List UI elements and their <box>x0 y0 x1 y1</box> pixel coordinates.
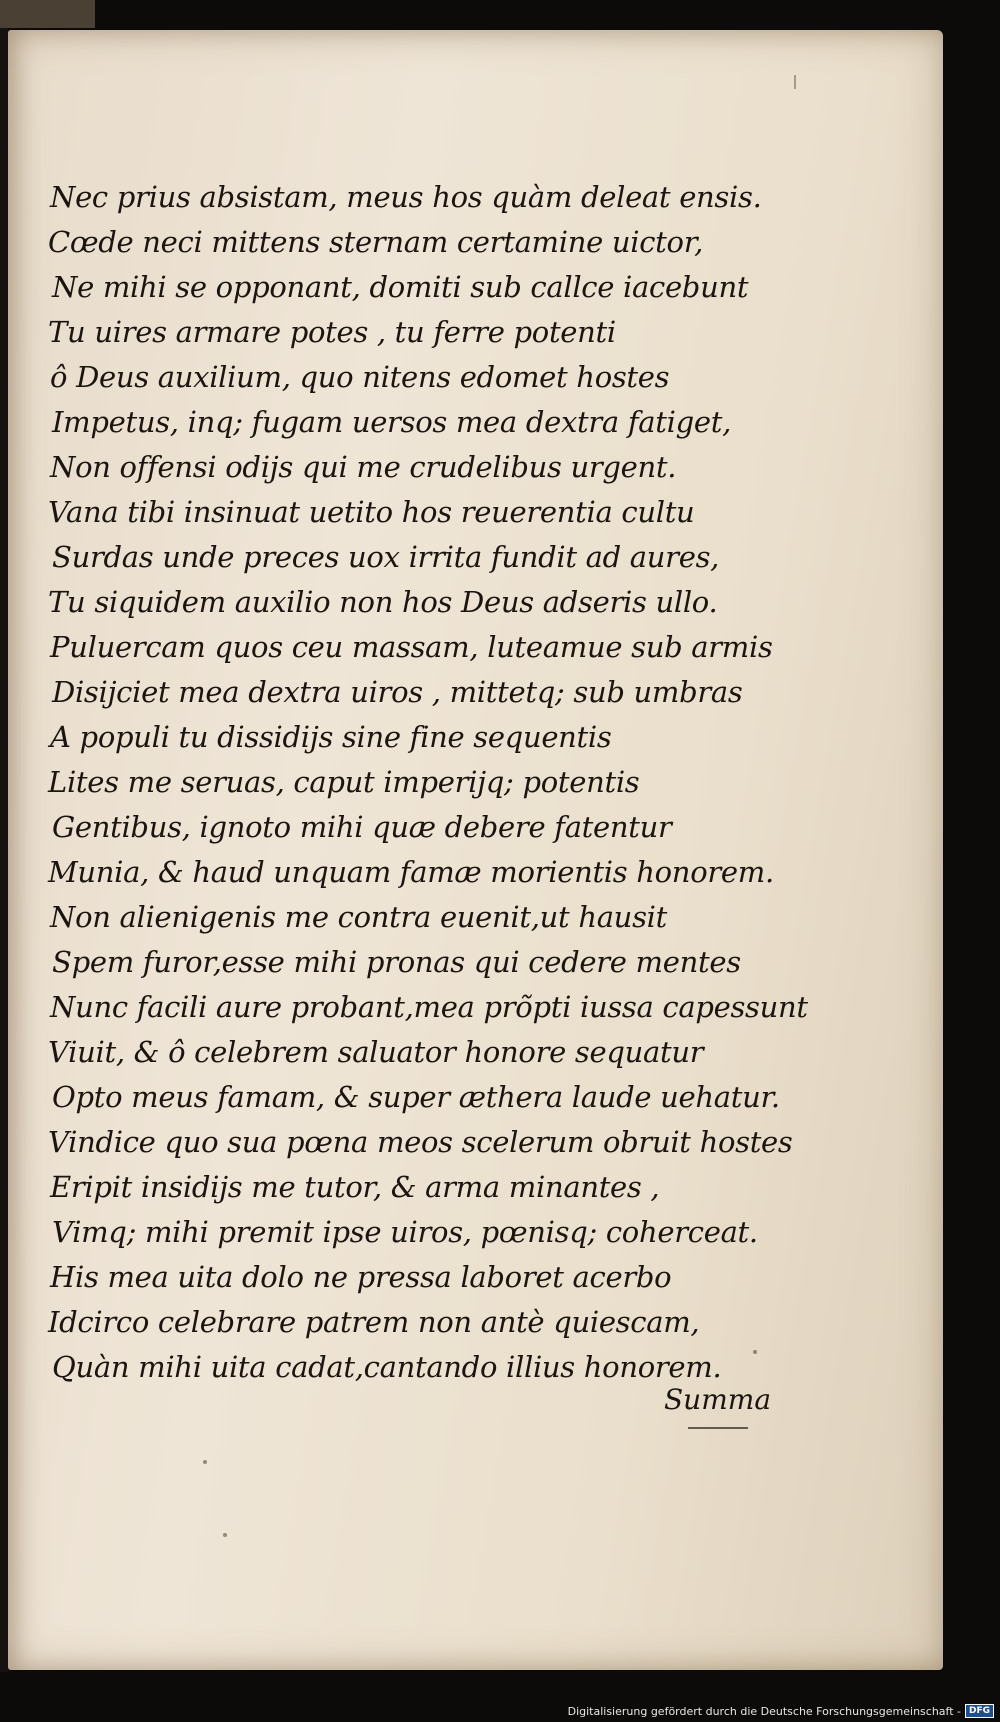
verse-line: Tu siquidem auxilio non hos Deus adseris ullo. <box>48 585 718 619</box>
verse-line: Viuit, & ô celebrem saluator honore sequatur <box>48 1035 704 1069</box>
catchword: Summa <box>664 1383 772 1416</box>
verse-line: ô Deus auxilium, quo nitens edomet hostes <box>50 360 670 394</box>
verse-line: Vana tibi insinuat uetito hos reuerentia cultu <box>48 495 695 529</box>
book-page <box>8 30 943 1670</box>
scan-left-shadow <box>0 0 8 1722</box>
scan-top-edge <box>0 0 95 28</box>
verse-line: Idcirco celebrare patrem non antè quiescam, <box>48 1305 700 1339</box>
verse-line: Non offensi odijs qui me crudelibus urgent. <box>50 450 677 484</box>
verse-line: Eripit insidijs me tutor, & arma minantes , <box>50 1170 660 1204</box>
verse-line: Disijciet mea dextra uiros , mittetq; sub umbras <box>52 675 743 709</box>
verse-line: Vimq; mihi premit ipse uiros, pœnisq; coherceat. <box>52 1215 758 1249</box>
dfg-logo-icon: DFG <box>965 1704 994 1718</box>
verse-line: Puluercam quos ceu massam, luteamue sub armis <box>50 630 773 664</box>
verse-line: Surdas unde preces uox irrita fundit ad aures, <box>52 540 720 574</box>
digitization-credit <box>568 1704 994 1718</box>
credit-text: Digitalisierung gefördert durch die Deutsche Forschungsgemeinschaft - <box>567 1704 961 1718</box>
verse-line: Spem furor,esse mihi pronas qui cedere mentes <box>52 945 741 979</box>
verse-line: Nunc facili aure probant,mea prõpti iussa capessunt <box>50 990 808 1024</box>
paper-speck <box>223 1533 227 1537</box>
paper-speck <box>753 1350 757 1354</box>
page-mark <box>794 75 796 89</box>
verse-line: Vindice quo sua pœna meos scelerum obruit hostes <box>48 1125 793 1159</box>
verse-line: Cœde neci mittens sternam certamine uictor, <box>48 225 703 259</box>
verse-line: His mea uita dolo ne pressa laboret acerbo <box>50 1260 672 1294</box>
verse-line: Nec prius absistam, meus hos quàm deleat ensis. <box>50 180 762 214</box>
catchword-underline <box>688 1427 748 1429</box>
verse-line: Non alienigenis me contra euenit,ut hausit <box>50 900 667 934</box>
paper-speck <box>203 1460 207 1464</box>
verse-line: Ne mihi se opponant, domiti sub callce iacebunt <box>52 270 749 304</box>
verse-line: Impetus, inq; fugam uersos mea dextra fatiget, <box>52 405 731 439</box>
verse-line: Opto meus famam, & super æthera laude uehatur. <box>52 1080 780 1114</box>
poem-text <box>48 175 848 1390</box>
verse-line: Munia, & haud unquam famæ morientis honorem. <box>48 855 774 889</box>
footer-bar <box>0 1672 1000 1722</box>
verse-line: Gentibus, ignoto mihi quæ debere fatentur <box>52 810 672 844</box>
verse-line: Tu uires armare potes , tu ferre potenti <box>48 315 616 349</box>
verse-line: Quàn mihi uita cadat,cantando illius honorem. <box>52 1350 722 1384</box>
verse-line: Lites me seruas, caput imperijq; potentis <box>48 765 640 799</box>
verse-line: A populi tu dissidijs sine fine sequentis <box>50 720 612 754</box>
